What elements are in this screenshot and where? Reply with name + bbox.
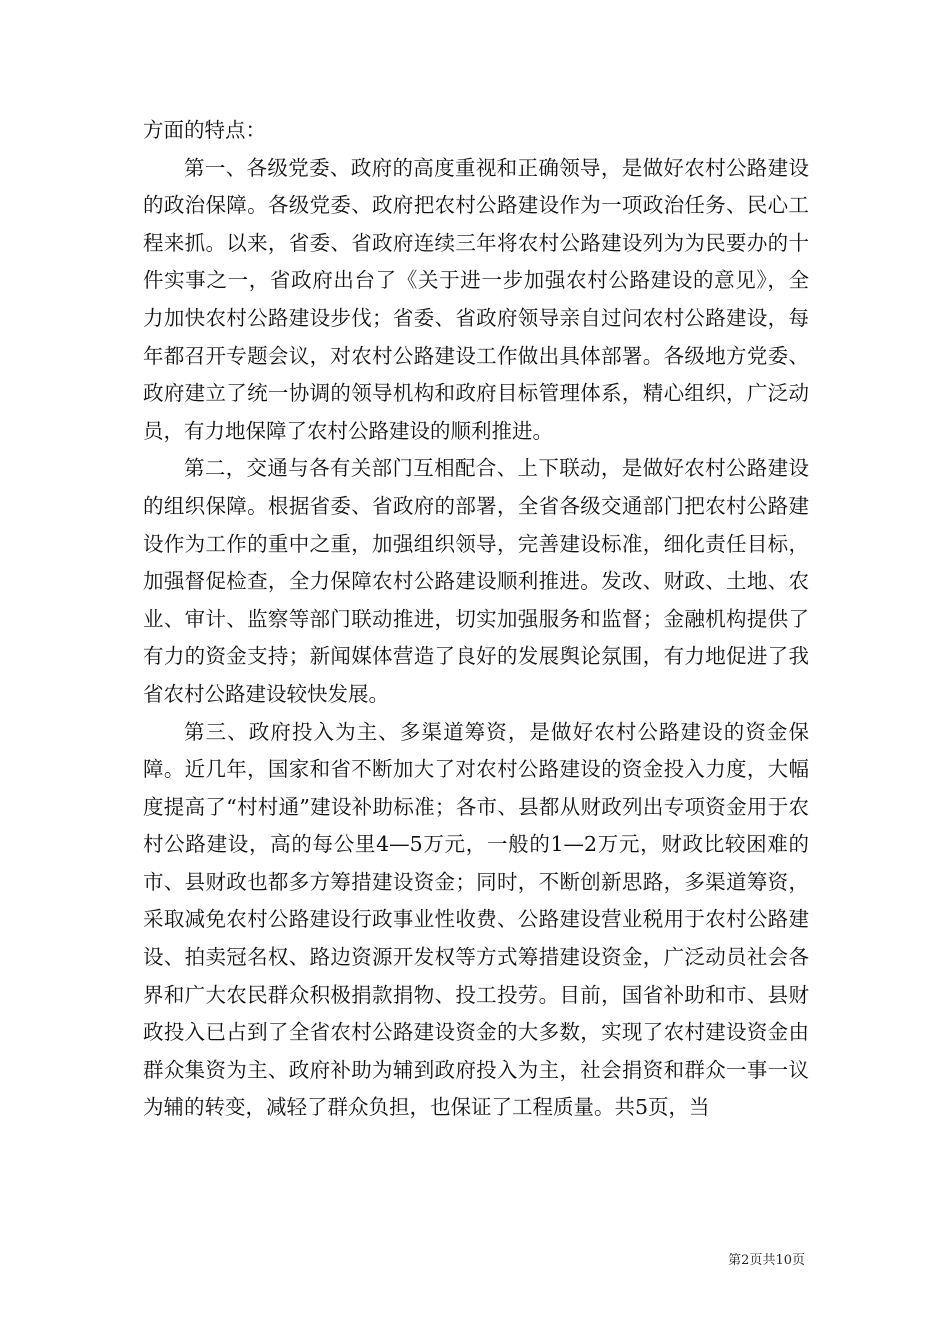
paragraph-first-point: 第一、各级党委、政府的高度重视和正确领导，是做好农村公路建设的政治保障。各级党委、政府把农村公路建设作为一项政治任务、民心工程来抓。以来，省委、省政府连续三年将农村公路建设列为为民要办的十件实事之一，省政府出台了《关于进一步加强农村公路建设的意见》，全力加快农村公路建设步伐；省委、省政府领导亲自过问农村公路建设，每年都召开专题会议，对农村公路建设工作做出具体部署。各级地方党委、政府建立了统一协调的领导机构和政府目标管理体系，精心组织，广泛动员，有力地保障了农村公路建设的顺利推进。 <box>143 155 809 443</box>
paragraph-second-point: 第二，交通与各有关部门互相配合、上下联动，是做好农村公路建设的组织保障。根据省委、省政府的部署，全省各级交通部门把农村公路建设作为工作的重中之重，加强组织领导，完善建设标准，细化责任目标，加强督促检查，全力保障农村公路建设顺利推进。发改、财政、土地、农业、审计、监察等部门联动推进，切实加强服务和监督；金融机构提供了有力的资金支持；新闻媒体营造了良好的发展舆论氛围，有力地促进了我省农村公路建设较快发展。 <box>143 456 809 706</box>
page-number-footer: 第2页共10页 <box>728 1253 805 1268</box>
document-body <box>143 112 809 1127</box>
paragraph-continuation: 方面的特点： <box>143 118 266 142</box>
paragraph-third-point: 第三、政府投入为主、多渠道筹资，是做好农村公路建设的资金保障。近几年，国家和省不断加大了对农村公路建设的资金投入力度，大幅度提高了“村村通”建设补助标准；各市、县都从财政列出专项资金用于农村公路建设，高的每公里4—5万元，一般的1—2万元，财政比较困难的市、县财政也都多方筹措建设资金；同时，不断创新思路，多渠道筹资，采取减免农村公路建设行政事业性收费、公路建设营业税用于农村公路建设、拍卖冠名权、路边资源开发权等方式筹措建设资金，广泛动员社会各界和广大农民群众积极捐款捐物、投工投劳。目前，国省补助和市、县财政投入已占到了全省农村公路建设资金的大多数，实现了农村建设资金由群众集资为主、政府补助为辅到政府投入为主，社会捐资和群众一事一议为辅的转变，减轻了群众负担，也保证了工程质量。共5页，当 <box>143 719 809 1120</box>
